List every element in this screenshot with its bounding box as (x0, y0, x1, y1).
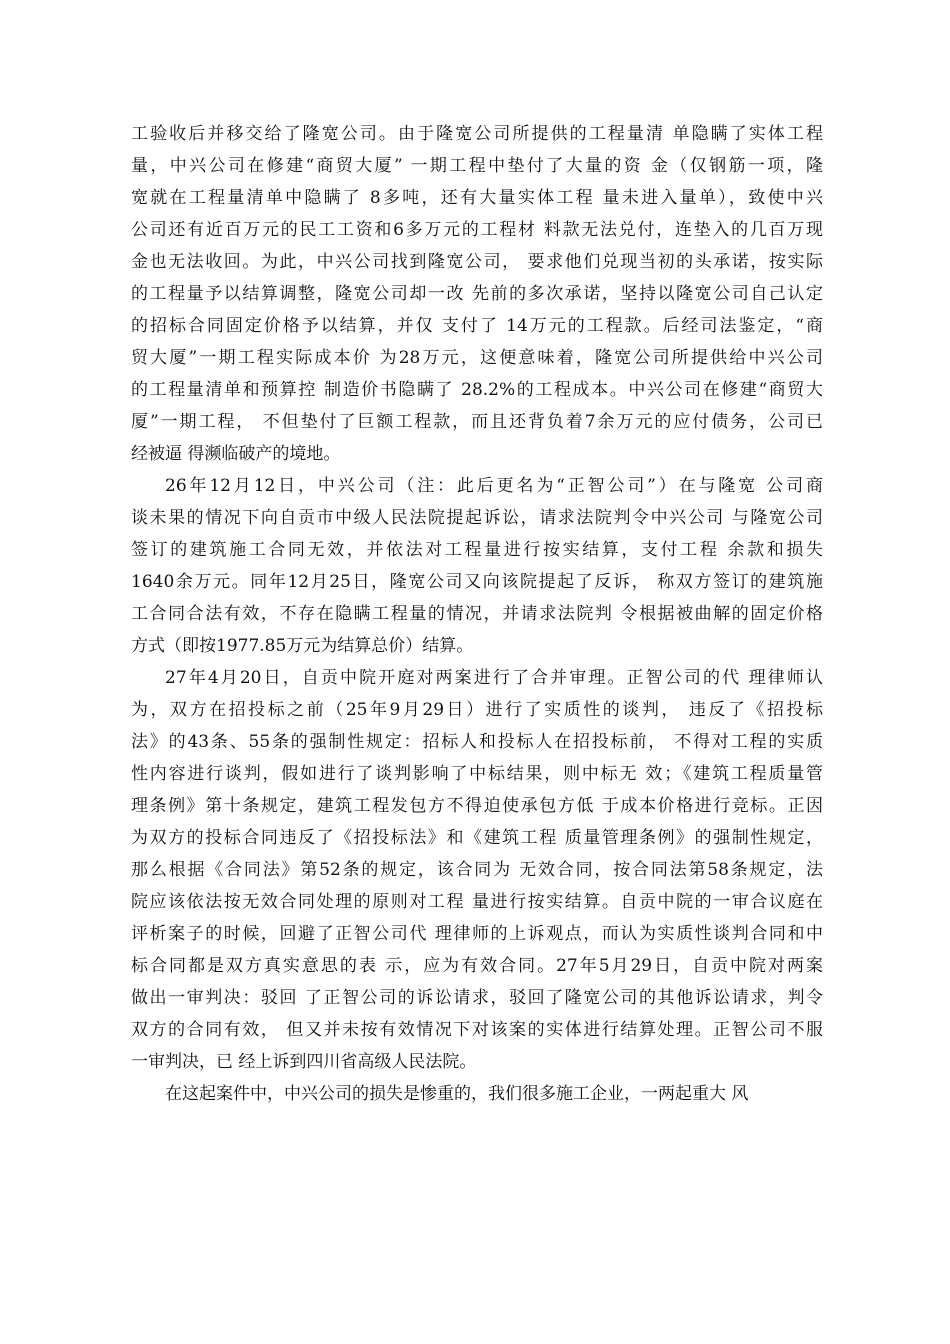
paragraph (131, 118, 823, 470)
text-line: 厦”一期工程， 不但垫付了巨额工程款，而且还背负着7余万元的应付债务，公司已 (131, 412, 823, 432)
text-line: 做出一审判决：驳回 了正智公司的诉讼请求，驳回了隆宽公司的其他诉讼请求，判令 (131, 988, 823, 1008)
paragraph (131, 470, 823, 662)
text-line: 金也无法收回。为此，中兴公司找到隆宽公司， 要求他们兑现当初的头承诺，按实际 (131, 252, 823, 272)
text-line: 法》的43条、55条的强制性规定：招标人和投标人在招投标前， 不得对工程的实质 (131, 732, 823, 752)
text-line: 公司还有近百万元的民工工资和6多万元的工程材 料款无法兑付，连垫入的几百万现 (131, 220, 823, 240)
text-line: 为双方的投标合同违反了《招投标法》和《建筑工程 质量管理条例》的强制性规定， (131, 828, 823, 848)
text-line: 宽就在工程量清单中隐瞒了 8多吨，还有大量实体工程 量未进入量单），致使中兴 (131, 188, 823, 208)
text-line: 经被逼 得濒临破产的境地。 (131, 444, 341, 464)
text-line: 的工程量予以结算调整，隆宽公司却一改 先前的多次承诺，坚持以隆宽公司自己认定 (131, 284, 823, 304)
text-line: 的招标合同固定价格予以结算，并仅 支付了 14万元的工程款。后经司法鉴定，“商 (131, 316, 823, 336)
text-line: 在这起案件中，中兴公司的损失是惨重的，我们很多施工企业，一两起重大 风 (165, 1084, 749, 1104)
text-line: 量，中兴公司在修建“商贸大厦” 一期工程中垫付了大量的资 金（仅钢筋一项，隆 (131, 156, 823, 176)
text-line: 理条例》第十条规定，建筑工程发包方不得迫使承包方低 于成本价格进行竞标。正因 (131, 796, 823, 816)
text-line: 一审判决，已 经上诉到四川省高级人民法院。 (131, 1052, 477, 1072)
text-line: 性内容进行谈判，假如进行了谈判影响了中标结果，则中标无 效；《建筑工程质量管 (131, 764, 823, 784)
text-line: 贸大厦”一期工程实际成本价 为28万元，这便意味着，隆宽公司所提供给中兴公司 (131, 348, 823, 368)
document-body (131, 118, 823, 1110)
text-line: 评析案子的时候，回避了正智公司代 理律师的上诉观点，而认为实质性谈判合同和中 (131, 924, 823, 944)
text-line: 院应该依法按无效合同处理的原则对工程 量进行按实结算。自贡中院的一审合议庭在 (131, 892, 823, 912)
text-line: 1640余万元。同年12月25日，隆宽公司又向该院提起了反诉， 称双方签订的建筑施 (131, 572, 823, 592)
text-line: 签订的建筑施工合同无效，并依法对工程量进行按实结算，支付工程 余款和损失 (131, 540, 823, 560)
text-line: 26年12月12日，中兴公司（注：此后更名为“正智公司”）在与隆宽 公司商 (165, 476, 823, 496)
text-line: 标合同都是双方真实意思的表 示，应为有效合同。27年5月29日，自贡中院对两案 (131, 956, 823, 976)
text-line: 那么根据《合同法》第52条的规定，该合同为 无效合同，按合同法第58条规定，法 (131, 860, 823, 880)
paragraph (131, 1078, 823, 1110)
text-line: 为，双方在招投标之前（25年9月29日）进行了实质性的谈判， 违反了《招投标 (131, 700, 823, 720)
text-line: 工合同合法有效，不存在隐瞒工程量的情况，并请求法院判 令根据被曲解的固定价格 (131, 604, 823, 624)
text-line: 的工程量清单和预算控 制造价书隐瞒了 28.2%的工程成本。中兴公司在修建“商贸大 (131, 380, 823, 400)
text-line: 双方的合同有效， 但又并未按有效情况下对该案的实体进行结算处理。正智公司不服 (131, 1020, 823, 1040)
text-line: 27年4月20日，自贡中院开庭对两案进行了合并审理。正智公司的代 理律师认 (165, 668, 823, 688)
text-line: 方式（即按1977.85万元为结算总价）结算。 (131, 636, 474, 656)
text-line: 谈未果的情况下向自贡市中级人民法院提起诉讼，请求法院判令中兴公司 与隆宽公司 (131, 508, 823, 528)
text-line: 工验收后并移交给了隆宽公司。由于隆宽公司所提供的工程量清 单隐瞒了实体工程 (131, 124, 823, 144)
paragraph (131, 662, 823, 1078)
